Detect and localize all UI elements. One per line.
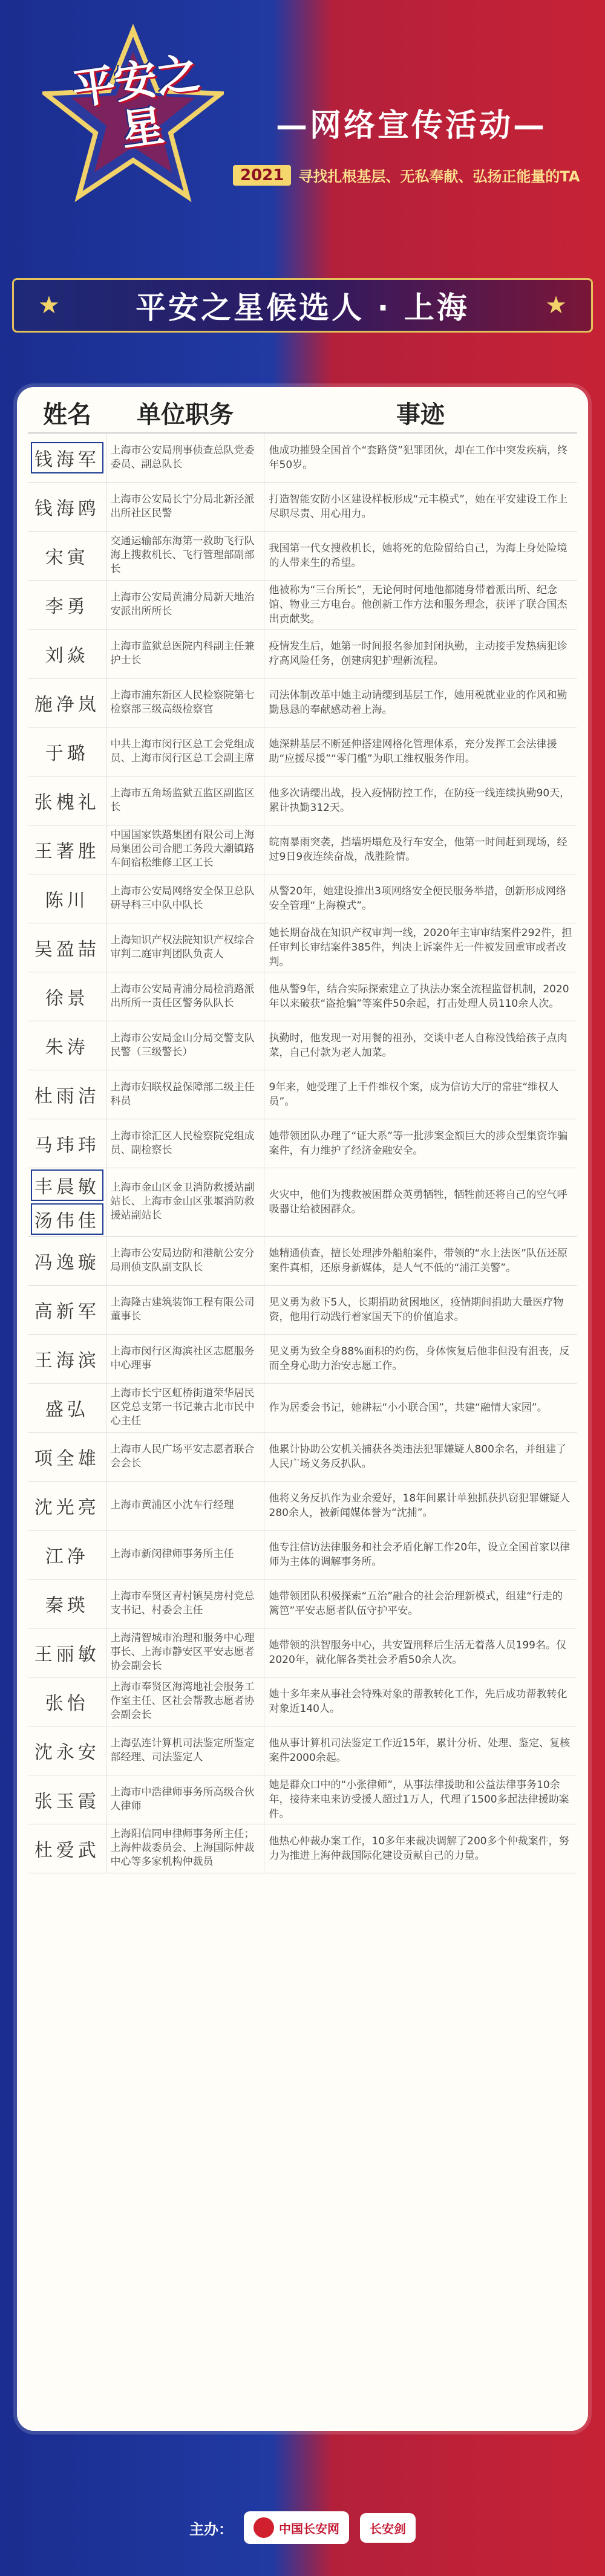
- name-cell: [28, 433, 106, 482]
- table-row: [28, 1481, 577, 1530]
- unit-cell: 上海市妇联权益保障部二级主任科员: [106, 1070, 264, 1119]
- unit-cell: 上海市公安局边防和港航公安分局刑侦支队副支队长: [106, 1236, 264, 1285]
- candidate-name: 钱海鸥: [34, 498, 100, 519]
- name-cell: [28, 1677, 106, 1726]
- candidate-name: 汤伟佳: [31, 1203, 103, 1235]
- deed-cell: 9年来，她受理了上千件维权个案，成为信访大厅的常驻“维权人员”。: [264, 1070, 577, 1119]
- name-cell: [28, 1628, 106, 1677]
- deed-cell: 从警20年，她建设推出3项网络安全便民服务举措，创新形成网络安全管理“上海模式”。: [264, 874, 577, 923]
- candidate-name: 盛弘: [45, 1399, 89, 1420]
- deed-cell: 他从事计算机司法鉴定工作近15年，累计分析、处理、鉴定、复核案件2000余起。: [264, 1726, 577, 1775]
- table-row: [28, 1168, 577, 1236]
- deed-cell: 他被称为“三台所长”，无论何时何地他都随身带着派出所、纪念馆、物业三方电台。他创新工作方法和服务理念，获评了联合国杰出贡献奖。: [264, 580, 577, 629]
- unit-cell: 上海市闵行区海滨社区志愿服务中心理事: [106, 1334, 264, 1383]
- candidate-name: 朱涛: [45, 1036, 89, 1058]
- unit-cell: 上海市公安局青浦分局检消路派出所所一责任区警务队队长: [106, 972, 264, 1021]
- star-icon: ★: [545, 291, 567, 319]
- candidate-name: 张玉霞: [34, 1791, 100, 1812]
- table-row: [28, 1432, 577, 1481]
- unit-cell: 中共上海市闵行区总工会党组成员、上海市闵行区总工会副主席: [106, 727, 264, 776]
- deed-cell: 她带领团队积极探索“五治”融合的社会治理新模式，组建“行走的篱笆”平安志愿者队伍守护平安。: [264, 1579, 577, 1628]
- table-row: [28, 629, 577, 678]
- table-row: [28, 482, 577, 531]
- subtitle: 寻找扎根基层、无私奉献、弘扬正能量的TA: [298, 168, 580, 185]
- sponsor-label: 主办：: [189, 2520, 233, 2538]
- unit-cell: 上海阳信同申律师事务所主任；上海仲裁委员会、上海国际仲裁中心等多家机构仲裁员: [106, 1824, 264, 1873]
- deed-cell: 他从警9年，结合实际探索建立了执法办案全流程监督机制，2020年以来破获“盗抢骗”等案件50余起，打击处理人员110余人次。: [264, 972, 577, 1021]
- deed-cell: 她带领的洪智服务中心，共安置刑释后生活无着落人员199名。仅2020年，就化解各类社会矛盾50余人次。: [264, 1628, 577, 1677]
- header-unit: 单位职务: [106, 393, 264, 433]
- deed-cell: 皖南暴雨突袭，挡墙坍塌危及行车安全，他第一时间赶到现场，经过9日9夜连续奋战，战胜险情。: [264, 825, 577, 874]
- table-row: [28, 1824, 577, 1873]
- deed-cell: 他将义务反扒作为业余爱好，18年间累计单独抓获扒窃犯罪嫌疑人280余人，被新闻媒体誉为“沈捕”。: [264, 1481, 577, 1530]
- name-cell: [28, 1236, 106, 1285]
- deed-cell: 火灾中，他们为搜救被困群众英勇牺牲，牺牲前还将自己的空气呼吸器让给被困群众。: [264, 1168, 577, 1236]
- name-cell: [28, 678, 106, 727]
- deed-cell: 见义勇为致全身88%面积的灼伤，身体恢复后他非但没有沮丧，反而全身心助力治安志愿工作。: [264, 1334, 577, 1383]
- name-cell: [28, 531, 106, 580]
- sponsor-logo-changan[interactable]: [244, 2511, 349, 2544]
- name-cell: [28, 1530, 106, 1579]
- candidate-name: 陈川: [45, 890, 89, 911]
- unit-cell: 上海市中浩律师事务所高级合伙人律师: [106, 1775, 264, 1824]
- table-row: [28, 825, 577, 874]
- unit-cell: 上海市奉贤区海湾地社会服务工作室主任、区社会帮教志愿者协会副会长: [106, 1677, 264, 1726]
- name-cell: [28, 1775, 106, 1824]
- candidate-name: 李勇: [45, 596, 89, 617]
- table-row: [28, 678, 577, 727]
- deed-cell: 她带领团队办理了“证大系”等一批涉案金额巨大的涉众型集资诈骗案件，有力维护了经济金融安全。: [264, 1119, 577, 1168]
- footer: [0, 2497, 605, 2558]
- unit-cell: 上海市徐汇区人民检察院党组成员、副检察长: [106, 1119, 264, 1168]
- name-cell: [28, 1119, 106, 1168]
- name-cell: [28, 1383, 106, 1432]
- changan-logo-icon: [253, 2517, 274, 2538]
- header-deed: 事迹: [264, 393, 577, 433]
- campaign-title: —网络宣传活动—: [275, 108, 547, 144]
- deed-cell: 作为居委会书记，她耕耘“小小联合国”，共建“融情大家园”。: [264, 1383, 577, 1432]
- section-banner: [12, 278, 593, 333]
- table-row: [28, 972, 577, 1021]
- candidate-name: 沈永安: [34, 1742, 100, 1763]
- unit-cell: 上海知识产权法院知识产权综合审判二庭审判团队负责人: [106, 923, 264, 972]
- unit-cell: 上海市浦东新区人民检察院第七检察部三级高级检察官: [106, 678, 264, 727]
- deed-cell: 他成功摧毁全国首个“套路贷”犯罪团伙，却在工作中突发疾病，终年50岁。: [264, 433, 577, 482]
- unit-cell: 交通运输部东海第一救助飞行队海上搜救机长、飞行管理部副部长: [106, 531, 264, 580]
- deed-cell: 见义勇为救下5人，长期捐助贫困地区，疫情期间捐助大量医疗物资，他用行动践行着家国天下的价值追求。: [264, 1285, 577, 1334]
- name-cell: [28, 874, 106, 923]
- deed-cell: 司法体制改革中她主动请缨到基层工作，她用税就业业的作风和勤勤恳恳的奉献感动着上海。: [264, 678, 577, 727]
- unit-cell: 上海弘连计算机司法鉴定所鉴定部经理、司法鉴定人: [106, 1726, 264, 1775]
- candidate-name: 刘焱: [45, 645, 89, 666]
- deed-cell: 她是群众口中的“小张律师”，从事法律援助和公益法律事务10余年，接待来电来访受援人超过1万人，代理了1500多起法律援助案件。: [264, 1775, 577, 1824]
- name-cell: [28, 825, 106, 874]
- name-cell: [28, 1168, 106, 1236]
- header-name: 姓名: [28, 393, 106, 433]
- deed-cell: 他多次请缨出战，投入疫情防控工作，在防疫一线连续执勤90天，累计执勤312天。: [264, 776, 577, 825]
- unit-cell: 上海清智城市治理和服务中心理事长、上海市静安区平安志愿者协会副会长: [106, 1628, 264, 1677]
- unit-cell: 中国国家铁路集团有限公司上海局集团公司合肥工务段大潮镇路车间宿松维修工区工长: [106, 825, 264, 874]
- unit-cell: 上海市金山区金卫消防救援站副站长、上海市金山区张堰消防救援站副站长: [106, 1168, 264, 1236]
- name-cell: [28, 1285, 106, 1334]
- name-cell: [28, 629, 106, 678]
- deed-cell: 她深耕基层不断延伸搭建网格化管理体系，充分发挥工会法律援助“应援尽援”“零门槛”为职工维权服务作用。: [264, 727, 577, 776]
- candidate-name: 高新军: [34, 1301, 100, 1322]
- candidate-name: 张槐礼: [34, 792, 100, 813]
- candidate-name: 张怡: [45, 1693, 89, 1714]
- table-row: [28, 776, 577, 825]
- table-row: [28, 433, 577, 482]
- unit-cell: 上海市人民广场平安志愿者联合会会长: [106, 1432, 264, 1481]
- name-cell: [28, 972, 106, 1021]
- deed-cell: 他热心仲裁办案工作，10多年来裁决调解了200多个仲裁案件，努力为推进上海仲裁国际化建设贡献自己的力量。: [264, 1824, 577, 1873]
- unit-cell: 上海市奉贤区青村镇吴房村党总支书记、村委会主任: [106, 1579, 264, 1628]
- name-cell: [28, 776, 106, 825]
- table-row: [28, 923, 577, 972]
- candidate-name: 马玮玮: [34, 1134, 100, 1156]
- table-row: [28, 1334, 577, 1383]
- candidate-name: 江净: [45, 1546, 89, 1567]
- unit-cell: 上海市黄浦区小沈车行经理: [106, 1481, 264, 1530]
- candidate-name: 于璐: [45, 743, 89, 764]
- name-cell: [28, 1334, 106, 1383]
- name-cell: [28, 1726, 106, 1775]
- candidate-table: [28, 393, 577, 1873]
- header: [0, 0, 605, 242]
- unit-cell: 上海市公安局网络安全保卫总队研导科三中队中队长: [106, 874, 264, 923]
- table-row: [28, 727, 577, 776]
- candidate-name: 王海滨: [34, 1350, 100, 1371]
- name-cell: [28, 1070, 106, 1119]
- table-row: [28, 1775, 577, 1824]
- table-row: [28, 1579, 577, 1628]
- name-cell: [28, 1579, 106, 1628]
- name-cell: [28, 1481, 106, 1530]
- candidate-card: [17, 387, 588, 2431]
- sponsor-name-1: 中国长安网: [279, 2521, 339, 2536]
- star-icon: ★: [38, 291, 60, 319]
- table-row: [28, 1021, 577, 1070]
- deed-cell: 她十多年来从事社会特殊对象的帮教转化工作，先后成功帮教转化对象近140人。: [264, 1677, 577, 1726]
- deed-cell: 他专注信访法律服务和社会矛盾化解工作20年，设立全国首家以律师为主体的调解事务所。: [264, 1530, 577, 1579]
- unit-cell: 上海市长宁区虹桥街道荣华居民区党总支第一书记兼古北市民中心主任: [106, 1383, 264, 1432]
- sponsor-logo-sword[interactable]: [360, 2513, 416, 2543]
- deed-cell: 疫情发生后，她第一时间报名参加封闭执勤，主动接手发热病犯诊疗高风险任务，创建病犯护理新流程。: [264, 629, 577, 678]
- subtitle-line: [233, 164, 596, 186]
- table-row: [28, 1677, 577, 1726]
- name-cell: [28, 482, 106, 531]
- name-cell: [28, 580, 106, 629]
- name-cell: [28, 923, 106, 972]
- name-cell: [28, 1432, 106, 1481]
- banner-title: 平安之星候选人 · 上海: [136, 290, 469, 325]
- candidate-name: 冯逸璇: [34, 1252, 100, 1273]
- candidate-name: 钱海军: [31, 442, 103, 473]
- unit-cell: 上海市公安局长宁分局北新泾派出所社区民警: [106, 482, 264, 531]
- candidate-name: 杜爱武: [34, 1839, 100, 1861]
- unit-cell: 上海市公安局刑事侦查总队党委委员、副总队长: [106, 433, 264, 482]
- table-row: [28, 1530, 577, 1579]
- deed-cell: 她精通侦查，擅长处理涉外船舶案件，带领的“水上法医”队伍还原案件真相，还原身新媒体，是人气不低的“浦江美警”。: [264, 1236, 577, 1285]
- deed-cell: 执勤时，他发现一对用餐的祖孙，交谈中老人自称没钱给孩子点肉菜，自己付款为老人加菜。: [264, 1021, 577, 1070]
- candidate-name: 项全雄: [34, 1448, 100, 1469]
- name-cell: [28, 1824, 106, 1873]
- deed-cell: 她长期奋战在知识产权审判一线，2020年主审审结案件292件，担任审判长审结案件385件，判决上诉案件无一件被发回重审或者改判。: [264, 923, 577, 972]
- name-cell: [28, 727, 106, 776]
- candidate-name: 徐景: [45, 987, 89, 1009]
- unit-cell: 上海市五角场监狱五监区副监区长: [106, 776, 264, 825]
- candidate-name: 秦瑛: [45, 1595, 89, 1616]
- unit-cell: 上海隆古建筑装饰工程有限公司董事长: [106, 1285, 264, 1334]
- table-row: [28, 531, 577, 580]
- table-row: [28, 1628, 577, 1677]
- table-row: [28, 1383, 577, 1432]
- candidate-name: 杜雨洁: [34, 1085, 100, 1107]
- candidate-name: 吴盈喆: [34, 938, 100, 960]
- table-row: [28, 1236, 577, 1285]
- table-row: [28, 1070, 577, 1119]
- deed-cell: 我国第一代女搜救机长，她将死的危险留给自己，为海上身处险境的人带来生的希望。: [264, 531, 577, 580]
- candidate-name: 施净岚: [34, 694, 100, 715]
- unit-cell: 上海市监狱总医院内科副主任兼护士长: [106, 629, 264, 678]
- deed-cell: 打造智能安防小区建设样板形成“元丰模式”，她在平安建设工作上尽职尽责、用心用力。: [264, 482, 577, 531]
- year-badge: 2021: [233, 165, 291, 186]
- candidate-name: 王丽敏: [34, 1644, 100, 1665]
- table-row: [28, 1119, 577, 1168]
- candidate-name: 丰晨敏: [31, 1169, 103, 1201]
- unit-cell: 上海市新闵律师事务所主任: [106, 1530, 264, 1579]
- table-row: [28, 874, 577, 923]
- sponsor-name-2: 长安剑: [370, 2521, 406, 2536]
- table-row: [28, 1726, 577, 1775]
- logo-title: 平安之星: [69, 47, 203, 156]
- table-row: [28, 580, 577, 629]
- deed-cell: 他累计协助公安机关捕获各类违法犯罪嫌疑人800余名，并组建了人民广场义务反扒队。: [264, 1432, 577, 1481]
- unit-cell: 上海市公安局金山分局交警支队民警（三级警长）: [106, 1021, 264, 1070]
- table-row: [28, 1285, 577, 1334]
- candidate-name: 沈光亮: [34, 1497, 100, 1518]
- name-cell: [28, 1021, 106, 1070]
- candidate-name: 宋寅: [45, 547, 89, 568]
- unit-cell: 上海市公安局黄浦分局新天地治安派出所所长: [106, 580, 264, 629]
- candidate-name: 王著胜: [34, 841, 100, 862]
